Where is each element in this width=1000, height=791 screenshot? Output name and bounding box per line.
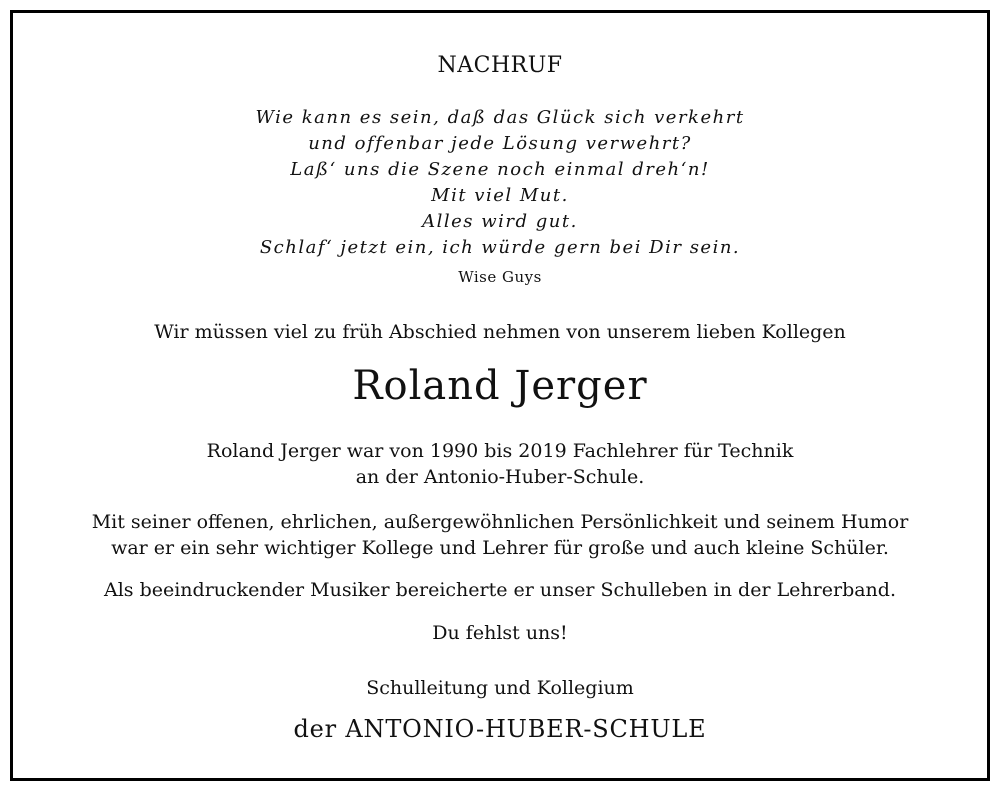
poem-line-4: Mit viel Mut. <box>431 185 569 206</box>
paragraph-1-line-1: Roland Jerger war von 1990 bis 2019 Fachlehrer für Technik <box>206 440 794 462</box>
signature-line-1: Schulleitung und Kollegium <box>366 677 634 699</box>
heading-title: NACHRUF <box>437 53 563 78</box>
poem-line-1: Wie kann es sein, daß das Glück sich verkehrt <box>255 107 745 128</box>
poem-line-6: Schlaf‘ jetzt ein, ich würde gern bei Dir sein. <box>259 237 741 258</box>
paragraph-3-line-1: Als beeindruckender Musiker bereicherte er unser Schulleben in der Lehrerband. <box>103 579 897 601</box>
poem-line-5: Alles wird gut. <box>422 211 578 232</box>
paragraph-2-line-1: Mit seiner offenen, ehrlichen, außergewöhnlichen Persönlichkeit und seinem Humor <box>91 511 909 533</box>
intro-text: Wir müssen viel zu früh Abschied nehmen von unserem lieben Kollegen <box>154 321 846 343</box>
signature-line-2: der ANTONIO-HUBER-SCHULE <box>293 715 707 743</box>
poem-line-3: Laß‘ uns die Szene noch einmal dreh‘n! <box>290 159 710 180</box>
obituary-content <box>13 13 987 778</box>
deceased-name: Roland Jerger <box>352 363 648 409</box>
paragraph-4-line-1: Du fehlst uns! <box>432 622 568 644</box>
obituary-frame <box>10 10 990 781</box>
poem-author: Wise Guys <box>458 268 542 286</box>
poem-line-2: und offenbar jede Lösung verwehrt? <box>308 133 692 154</box>
paragraph-1-line-2: an der Antonio-Huber-Schule. <box>355 466 645 488</box>
paragraph-2-line-2: war er ein sehr wichtiger Kollege und Lehrer für große und auch kleine Schüler. <box>111 537 889 559</box>
